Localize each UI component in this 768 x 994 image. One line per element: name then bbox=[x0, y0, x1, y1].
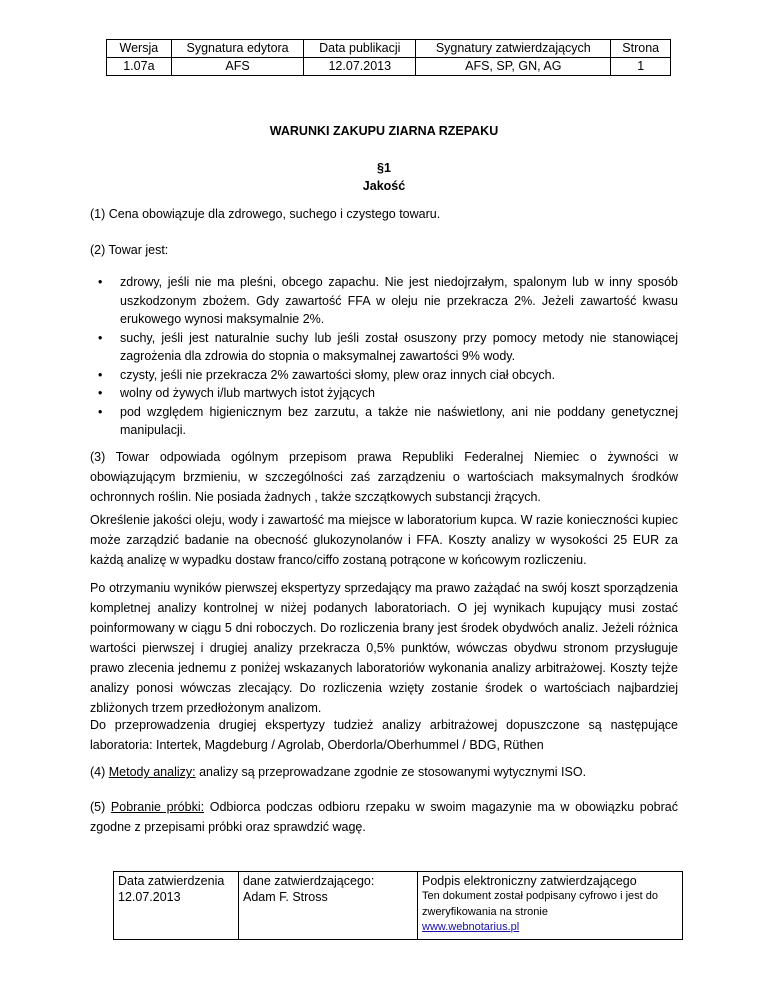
paragraph-3: (3) Towar odpowiada ogólnym przepisom prawa Republiki Federalnej Niemiec o żywności w obowiązującym brzmieniu, w szczególności zaś zarządzeniu o wartościach maksymalnych środków ochronnych roślin. Nie posiada żadnych , także szczątkowych substancji żrących. bbox=[90, 450, 678, 504]
list-item: • wolny od żywych i/lub martwych istot żyjących bbox=[90, 384, 678, 403]
approval-table bbox=[113, 871, 683, 940]
publication-date-label: Data publikacji bbox=[304, 40, 416, 58]
approval-date-cell bbox=[114, 872, 239, 940]
list-item: • suchy, jeśli jest naturalnie suchy lub jeśli został osuszony przy pomocy metody nie stanowiącej zagrożenia dla zdrowia do stopnia o maksymalnej zawartości 9% wody. bbox=[90, 329, 678, 366]
version-label: Wersja bbox=[107, 40, 172, 58]
approval-row bbox=[114, 872, 683, 940]
document-header-table bbox=[106, 39, 671, 76]
approval-date-value: 12.07.2013 bbox=[118, 890, 181, 904]
header-row-values bbox=[107, 58, 671, 76]
section-number: §1 bbox=[377, 161, 391, 175]
editor-signature-label: Sygnatura edytora bbox=[171, 40, 304, 58]
publication-date-value: 12.07.2013 bbox=[304, 58, 416, 76]
header-row-labels bbox=[107, 40, 671, 58]
paragraph-4: Określenie jakości oleju, wody i zawartość ma miejsce w laboratorium kupca. W razie konieczności kupiec może zarządzić badanie na obecność glukozynolanów i FFA. Koszty analizy w wysokości 25 EUR za każdą analizę w wypadku dostaw franco/ciffo zostaną potrącone w końcowym rozliczeniu. bbox=[90, 513, 678, 567]
paragraph-sampling bbox=[90, 797, 678, 837]
goods-conditions-list bbox=[90, 273, 678, 440]
approver-signatures-label: Sygnatury zatwierdzających bbox=[416, 40, 611, 58]
document-title: WARUNKI ZAKUPU ZIARNA RZEPAKU bbox=[269, 124, 499, 138]
analysis-methods-term: Metody analizy: bbox=[108, 765, 196, 779]
paragraph-prefix: (4) bbox=[90, 765, 109, 779]
paragraph-text: Odbiorca podczas odbioru rzepaku w swoim magazynie ma w obowiązku pobrać zgodne z przepisami próbki oraz sprawdzić wagę. bbox=[90, 800, 678, 834]
paragraph-6: Do przeprowadzenia drugiej ekspertyzy tudzież analizy arbitrażowej dopuszczone są następujące laboratoria: Intertek, Magdeburg / Agrolab, Oberdorla/Oberhummel / BDG, Rüthen bbox=[90, 718, 678, 752]
approver-signatures-value: AFS, SP, GN, AG bbox=[416, 58, 611, 76]
signature-note bbox=[422, 889, 678, 936]
list-item: • czysty, jeśli nie przekracza 2% zawartości słomy, plew oraz innych ciał obcych. bbox=[90, 366, 678, 385]
version-value: 1.07a bbox=[107, 58, 172, 76]
paragraph-text: analizy są przeprowadzane zgodnie ze stosowanymi wytycznymi ISO. bbox=[195, 765, 587, 779]
approval-date-label: Data zatwierdzenia bbox=[118, 874, 225, 888]
list-item: • pod względem higienicznym bez zarzutu, a także nie naświetlony, ani nie poddany genetycznej manipulacji. bbox=[90, 403, 678, 440]
paragraph-5: Po otrzymaniu wyników pierwszej ekspertyzy sprzedający ma prawo zażądać na swój koszt sporządzenia kompletnej analizy kontrolnej w niżej podanych laboratoriach. O jej wynikach kupujący musi zostać poinformowany w ciągu 5 dni roboczych. Do rozliczenia brany jest środek obydwóch analiz. Jeżeli różnica wartości pierwszej i drugiej analizy przekracza 0,5% punktów, wówczas obydwu stronom przysługuje prawo zlecenia jednemu z poniżej wskazanych laboratoriów wykonania analizy arbitrażowej. Koszty tejże analizy ponosi wówczas zlecający. Do rozliczenia wzięty zostanie środek o wartościach najbardziej zbliżonych trzem przedłożonym analizom. bbox=[90, 581, 678, 715]
section-name: Jakość bbox=[362, 179, 406, 193]
signature-note-text: Ten dokument został podpisany cyfrowo i jest do zweryfikowania na stronie bbox=[422, 890, 659, 918]
editor-signature-value: AFS bbox=[171, 58, 304, 76]
approver-name: Adam F. Stross bbox=[243, 890, 328, 904]
webnotarius-link[interactable]: www.webnotarius.pl bbox=[422, 921, 520, 933]
list-item: • zdrowy, jeśli nie ma pleśni, obcego zapachu. Nie jest niedojrzałym, spalonym lub w inny sposób uszkodzonym zbożem. Gdy zawartość FFA w oleju nie przekracza 2%. Jeżeli zawartość kwasu erukowego wynosi maksymalnie 2%. bbox=[90, 273, 678, 329]
paragraph-1: (1) Cena obowiązuje dla zdrowego, suchego i czystego towaru. bbox=[90, 207, 441, 221]
paragraph-2: (2) Towar jest: bbox=[90, 243, 169, 257]
signature-label: Podpis elektroniczny zatwierdzającego bbox=[422, 874, 637, 888]
page-label: Strona bbox=[611, 40, 671, 58]
sampling-term: Pobranie próbki: bbox=[110, 800, 205, 814]
page-number-value: 1 bbox=[611, 58, 671, 76]
signature-cell bbox=[418, 872, 683, 940]
paragraph-prefix: (5) bbox=[90, 800, 111, 814]
approver-cell bbox=[239, 872, 418, 940]
paragraph-analysis-methods bbox=[90, 762, 678, 782]
approver-label: dane zatwierdzającego: bbox=[243, 874, 375, 888]
